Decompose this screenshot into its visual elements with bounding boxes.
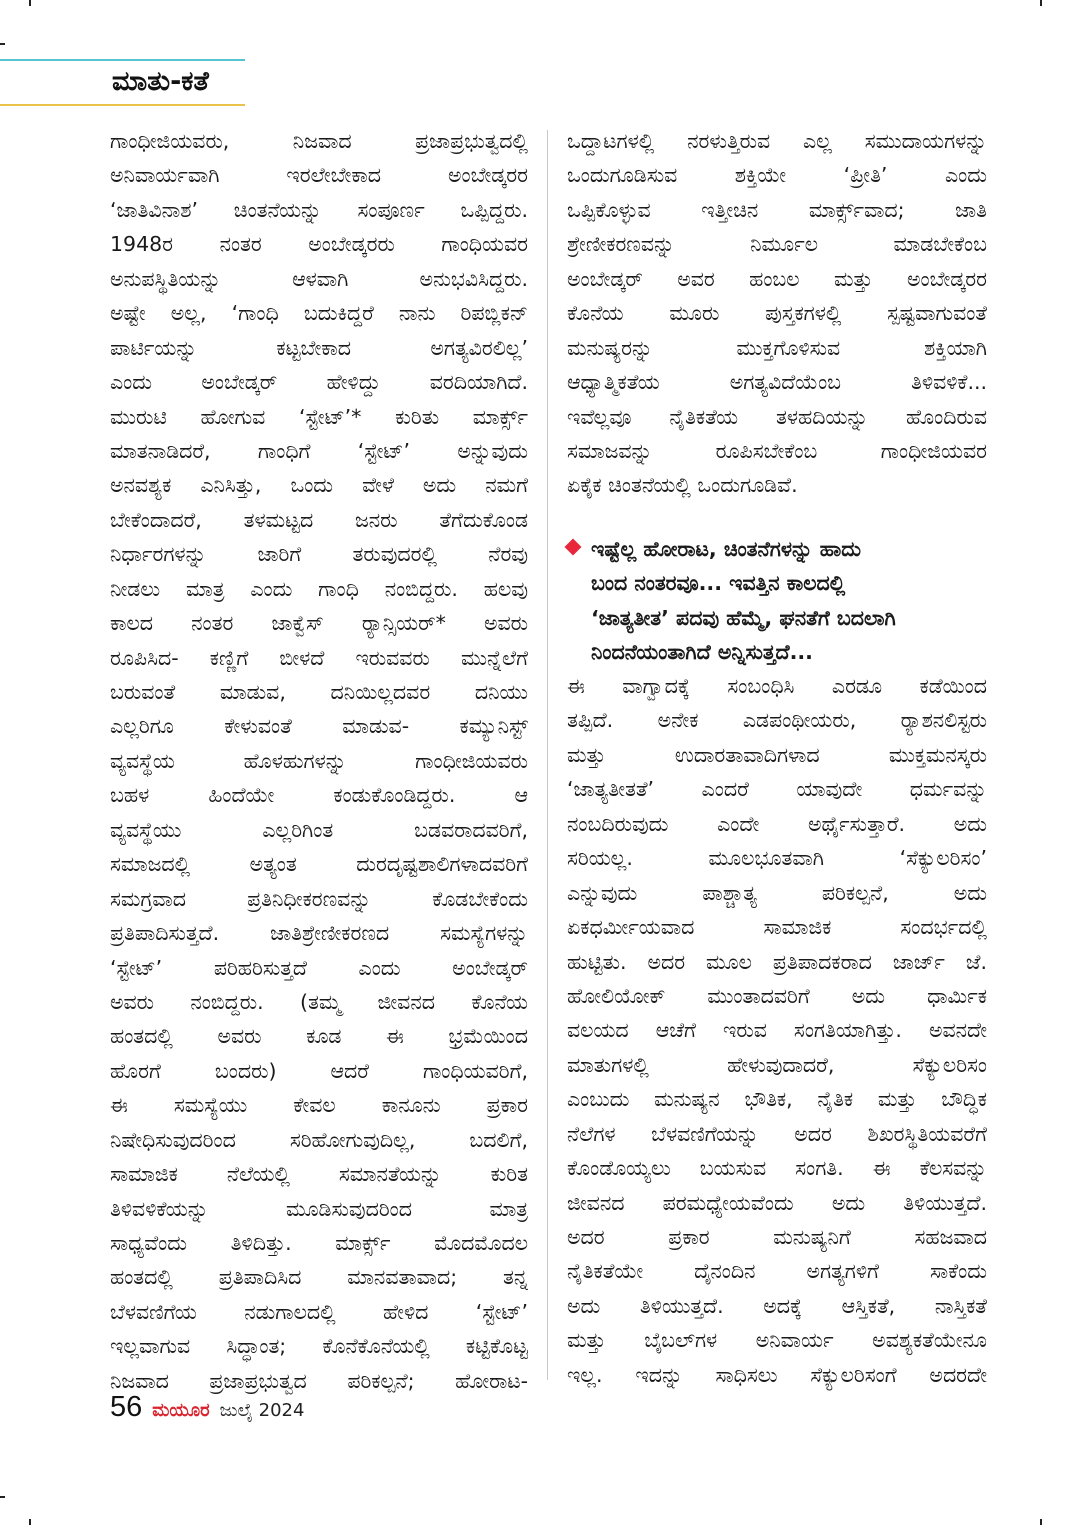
magazine-logo: ಮಯೂರ [152,1400,210,1421]
text-line: ವ್ಯವಸ್ಥೆಯ ಹೊಳಹುಗಳನ್ನು ಗಾಂಧೀಜಿಯವರು [110,748,528,773]
text-line: ಸಾಮಾಜಿಕ ನೆಲೆಯಲ್ಲಿ ಸಮಾನತೆಯನ್ನು ಕುರಿತ [110,1162,528,1187]
text-line: ಮತ್ತು ಉದಾರತಾವಾದಿಗಳಾದ ಮುಕ್ತಮನಸ್ಕರು [567,742,987,767]
text-line: ಇಲ್ಲವಾಗುವ ಸಿದ್ಧಾಂತ; ಕೊನೆಕೊನೆಯಲ್ಲಿ ಕಟ್ಟಿಕೊಟ್ಟ [110,1334,528,1359]
text-line: ಆಧ್ಯಾತ್ಮಿಕತೆಯ ಅಗತ್ಯವಿದೆಯೆಂಬ ತಿಳಿವಳಿಕೆ... [567,370,987,395]
text-line: ಕೊನೆಯ ಮೂರು ಪುಸ್ತಕಗಳಲ್ಲಿ ಸ್ಪಷ್ಟವಾಗುವಂತೆ [567,301,987,326]
text-line: ಸಾಧ್ಯವೆಂದು ತಿಳಿದಿತ್ತು. ಮಾರ್ಕ್ಸ್ ಮೊದಮೊದಲ [110,1231,528,1255]
text-line: ಏಕಧರ್ಮೀಯವಾದ ಸಾಮಾಜಿಕ ಸಂದರ್ಭದಲ್ಲಿ [567,915,987,940]
crop-mark [29,0,31,6]
text-line: ಅದು ತಿಳಿಯುತ್ತದೆ. ಅದಕ್ಕೆ ಆಸ್ತಿಕತೆ, ನಾಸ್ತಿಕತೆ [567,1293,987,1318]
text-line: 1948ರ ನಂತರ ಅಂಬೇಡ್ಕರರು ಗಾಂಧಿಯವರ [110,232,528,257]
text-line: ನಂಬದಿರುವುದು ಎಂದೇ ಅರ್ಥೈಸುತ್ತಾರೆ. ಅದು [567,811,987,836]
text-line: ಇವೆಲ್ಲವೂ ನೈತಿಕತೆಯ ತಳಹದಿಯನ್ನು ಹೊಂದಿರುವ [567,404,987,429]
column-divider [547,130,548,1380]
text-line: ವ್ಯವಸ್ಥೆಯು ಎಲ್ಲರಿಗಿಂತ ಬಡವರಾದವರಿಗೆ, [110,817,528,842]
text-line: ಈ ಸಮಸ್ಯೆಯು ಕೇವಲ ಕಾನೂನು ಪ್ರಕಾರ [110,1093,528,1118]
text-line: ಈ ವಾಗ್ವಾದಕ್ಕೆ ಸಂಬಂಧಿಸಿ ಎರಡೂ ಕಡೆಯಿಂದ [567,674,987,698]
text-line: ಅವರು ನಂಬಿದ್ದರು. (ತಮ್ಮ ಜೀವನದ ಕೊನೆಯ [110,989,528,1014]
text-line: ಹಂತದಲ್ಲಿ ಪ್ರತಿಪಾದಿಸಿದ ಮಾನವತಾವಾದ; ತನ್ನ [110,1265,528,1290]
text-line: ಬೆಳವಣಿಗೆಯ ನಡುಗಾಲದಲ್ಲಿ ಹೇಳಿದ ‘ಸ್ಟೇಟ್’ [110,1299,528,1324]
text-line: ಒದ್ದಾಟಗಳಲ್ಲಿ ನರಳುತ್ತಿರುವ ಎಲ್ಲ ಸಮುದಾಯಗಳನ್ನು [567,129,987,153]
text-line: ನಿರ್ಧಾರಗಳನ್ನು ಜಾರಿಗೆ ತರುವುದರಲ್ಲಿ ನೆರವು [110,542,528,567]
text-line: ಮಾತನಾಡಿದರೆ, ಗಾಂಧಿಗೆ ‘ಸ್ಟೇಟ್’ ಅನ್ನುವುದು [110,438,528,463]
crop-mark [1040,1519,1042,1525]
header-rule-top [0,59,245,61]
text-line: ಒಂದುಗೂಡಿಸುವ ಶಕ್ತಿಯೇ ‘ಪ್ರೀತಿ’ ಎಂದು [567,163,987,188]
text-line: ಅನುಪಸ್ಥಿತಿಯನ್ನು ಆಳವಾಗಿ ಅನುಭವಿಸಿದ್ದರು. [110,266,528,291]
question-line: ಇಷ್ಟೆಲ್ಲ ಹೋರಾಟ, ಚಿಂತನೆಗಳನ್ನು ಹಾದು [591,537,862,561]
text-line: ರೂಪಿಸಿದ- ಕಣ್ಣಿಗೆ ಬೀಳದೆ ಇರುವವರು ಮುನ್ನೆಲೆಗೆ [110,645,528,670]
crop-mark [0,1496,5,1498]
text-line: ನಿಜವಾದ ಪ್ರಜಾಪ್ರಭುತ್ವದ ಪರಿಕಲ್ಪನೆ; ಹೋರಾಟ- [110,1368,528,1393]
text-line: ಮತ್ತು ಬೈಬಲ್‌ಗಳ ಅನಿವಾರ್ಯ ಅವಶ್ಯಕತೆಯೇನೂ [567,1328,987,1353]
crop-mark [0,43,5,45]
text-line: ಸಮಾಜದಲ್ಲಿ ಅತ್ಯಂತ ದುರದೃಷ್ಟಶಾಲಿಗಳಾದವರಿಗೆ [110,852,528,877]
text-line: ಹೊರಗೆ ಬಂದರು) ಆದರೆ ಗಾಂಧಿಯವರಿಗೆ, [110,1058,528,1083]
text-line: ಅಂಬೇಡ್ಕರ್ ಅವರ ಹಂಬಲ ಮತ್ತು ಅಂಬೇಡ್ಕರರ [567,266,987,291]
text-line: ಹಂತದಲ್ಲಿ ಅವರು ಕೂಡ ಈ ಭ್ರಮೆಯಿಂದ [110,1024,528,1049]
text-line: ‘ಜಾತ್ಯತೀತತೆ’ ಎಂದರೆ ಯಾವುದೇ ಧರ್ಮವನ್ನು [567,777,987,802]
text-line: ಸರಿಯಲ್ಲ. ಮೂಲಭೂತವಾಗಿ ‘ಸೆಕ್ಯುಲರಿಸಂ’ [567,846,987,871]
header-rule-bottom [0,104,245,106]
section-header [0,55,250,107]
text-line: ಜೀವನದ ಪರಮಧ್ಯೇಯವೆಂದು ಅದು ತಿಳಿಯುತ್ತದೆ. [567,1190,987,1215]
crop-mark [1040,0,1042,6]
text-line: ಒಪ್ಪಿಕೊಳ್ಳುವ ಇತ್ತೀಚಿನ ಮಾರ್ಕ್ಸ್‌ವಾದ; ಜಾತಿ [567,197,987,222]
question-line: ‘ಜಾತ್ಯತೀತ’ ಪದವು ಹೆಮ್ಮೆ, ಘನತೆಗೆ ಬದಲಾಗಿ [591,605,896,630]
text-line: ಕೊಂಡೊಯ್ಯಲು ಬಯಸುವ ಸಂಗತಿ. ಈ ಕೆಲಸವನ್ನು [567,1156,987,1181]
text-line: ‘ಸ್ಟೇಟ್’ ಪರಿಹರಿಸುತ್ತದೆ ಎಂದು ಅಂಬೇಡ್ಕರ್ [110,955,528,980]
text-line: ಬರುವಂತೆ ಮಾಡುವ, ದನಿಯಿಲ್ಲದವರ ದನಿಯು [110,680,528,704]
article-column-right-answer [567,669,987,1392]
text-line: ಎಂದು ಅಂಬೇಡ್ಕರ್ ಹೇಳಿದ್ದು ವರದಿಯಾಗಿದೆ. [110,370,528,395]
text-line: ಹೋಲಿಯೋಕ್ ಮುಂತಾದವರಿಗೆ ಅದು ಧಾರ್ಮಿಕ [567,983,987,1008]
text-line: ಸಮಗ್ರವಾದ ಪ್ರತಿನಿಧೀಕರಣವನ್ನು ಕೊಡಬೇಕೆಂದು [110,886,528,911]
text-line: ಅಷ್ಟೇ ಅಲ್ಲ, ‘ಗಾಂಧಿ ಬದುಕಿದ್ದರೆ ನಾನು ರಿಪಬ್ಲಿಕನ್ [110,301,528,326]
text-line: ನಿಷೇಧಿಸುವುದರಿಂದ ಸರಿಹೋಗುವುದಿಲ್ಲ, ಬದಲಿಗೆ, [110,1127,528,1152]
article-column-left [110,124,528,1398]
text-line: ತಪ್ಪಿದೆ. ಅನೇಕ ಎಡಪಂಥೀಯರು, ರ್‍ಯಾಶನಲಿಸ್ಟರು [567,708,987,733]
text-line: ಮುರುಟಿ ಹೋಗುವ ‘ಸ್ಟೇಟ್’* ಕುರಿತು ಮಾರ್ಕ್ಸ್ [110,404,528,429]
text-line: ಸಮಾಜವನ್ನು ರೂಪಿಸಬೇಕೆಂಬ ಗಾಂಧೀಜಿಯವರ [567,438,987,463]
text-line: ಏಕೈಕ ಚಿಂತನೆಯಲ್ಲಿ ಒಂದುಗೂಡಿವೆ. [567,473,798,498]
text-line: ತಿಳಿವಳಿಕೆಯನ್ನು ಮೂಡಿಸುವುದರಿಂದ ಮಾತ್ರ [110,1196,528,1221]
article-column-right-top [567,124,987,503]
text-line: ಮನುಷ್ಯರನ್ನು ಮುಕ್ತಗೊಳಿಸುವ ಶಕ್ತಿಯಾಗಿ [567,335,987,360]
text-line: ಅದರ ಪ್ರಕಾರ ಮನುಷ್ಯನಿಗೆ ಸಹಜವಾದ [567,1225,987,1249]
text-line: ನೆಲೆಗಳ ಬೆಳವಣಿಗೆಯನ್ನು ಅದರ ಶಿಖರಸ್ಥಿತಿಯವರೆಗೆ [567,1121,987,1146]
issue-date: ಜುಲೈ 2024 [219,1400,305,1421]
text-line: ಗಾಂಧೀಜಿಯವರು, ನಿಜವಾದ ಪ್ರಜಾಪ್ರಭುತ್ವದಲ್ಲಿ [110,129,528,153]
text-line: ಮಾತುಗಳಲ್ಲಿ ಹೇಳುವುದಾದರೆ, ಸೆಕ್ಯುಲರಿಸಂ [567,1052,987,1077]
text-line: ಕಾಲದ ನಂತರ ಜಾಕ್ವೆಸ್ ರ್‍ಯಾನ್ಸಿಯರ್* ಅವರು [110,611,528,636]
text-line: ಎಂಬುದು ಮನುಷ್ಯನ ಭೌತಿಕ, ನೈತಿಕ ಮತ್ತು ಬೌದ್ಧಿಕ [567,1087,987,1112]
text-line: ಎನ್ನುವುದು ಪಾಶ್ಚಾತ್ಯ ಪರಿಕಲ್ಪನೆ, ಅದು [567,880,987,905]
text-line: ಹುಟ್ಟಿತು. ಅದರ ಮೂಲ ಪ್ರತಿಪಾದಕರಾದ ಜಾರ್ಜ್ ಜೆ. [567,949,987,974]
text-line: ಅನವಶ್ಯಕ ಎನಿಸಿತ್ತು, ಒಂದು ವೇಳೆ ಅದು ನಮಗೆ [110,473,528,498]
text-line: ಎಲ್ಲರಿಗೂ ಕೇಳುವಂತೆ ಮಾಡುವ- ಕಮ್ಯುನಿಸ್ಟ್ [110,714,528,739]
text-line: ನೀಡಲು ಮಾತ್ರ ಎಂದು ಗಾಂಧಿ ನಂಬಿದ್ದರು. ಹಲವು [110,576,528,601]
page-footer [110,1391,304,1431]
page-number: 56 [110,1391,143,1423]
text-line: ಬೇಕೆಂದಾದರೆ, ತಳಮಟ್ಟದ ಜನರು ತೆಗೆದುಕೊಂಡ [110,507,528,532]
text-line: ‘ಜಾತಿವಿನಾಶ’ ಚಿಂತನೆಯನ್ನು ಸಂಪೂರ್ಣ ಒಪ್ಪಿದ್ದರು. [110,197,528,222]
text-line: ಇಲ್ಲ. ಇದನ್ನು ಸಾಧಿಸಲು ಸೆಕ್ಯುಲರಿಸಂಗೆ ಅದರದೇ [567,1362,987,1387]
interview-question [567,532,987,670]
question-line: ಬಂದ ನಂತರವೂ... ಇವತ್ತಿನ ಕಾಲದಲ್ಲಿ [591,571,846,596]
text-line: ಪಾರ್ಟಿಯನ್ನು ಕಟ್ಟಬೇಕಾದ ಅಗತ್ಯವಿರಲಿಲ್ಲ’ [110,335,528,360]
text-line: ಪ್ರತಿಪಾದಿಸುತ್ತದೆ. ಜಾತಿಶ್ರೇಣೀಕರಣದ ಸಮಸ್ಯೆಗಳನ್ನು [110,921,528,946]
question-line: ನಿಂದನೆಯಂತಾಗಿದೆ ಅನ್ನಿಸುತ್ತದೆ... [591,640,813,665]
text-line: ಅನಿವಾರ್ಯವಾಗಿ ಇರಲೇಬೇಕಾದ ಅಂಬೇಡ್ಕರರ [110,163,528,188]
text-line: ಬಹಳ ಹಿಂದೆಯೇ ಕಂಡುಕೊಂಡಿದ್ದರು. ಆ [110,783,528,808]
section-title: ಮಾತು-ಕತೆ [112,66,209,97]
crop-mark [29,1519,31,1525]
text-line: ಶ್ರೇಣೀಕರಣವನ್ನು ನಿರ್ಮೂಲ ಮಾಡಬೇಕೆಂಬ [567,232,987,257]
text-line: ನೈತಿಕತೆಯೇ ದೈನಂದಿನ ಅಗತ್ಯಗಳಿಗೆ ಸಾಕೆಂದು [567,1259,987,1284]
text-line: ವಲಯದ ಆಚೆಗೆ ಇರುವ ಸಂಗತಿಯಾಗಿತ್ತು. ಅವನದೇ [567,1018,987,1043]
